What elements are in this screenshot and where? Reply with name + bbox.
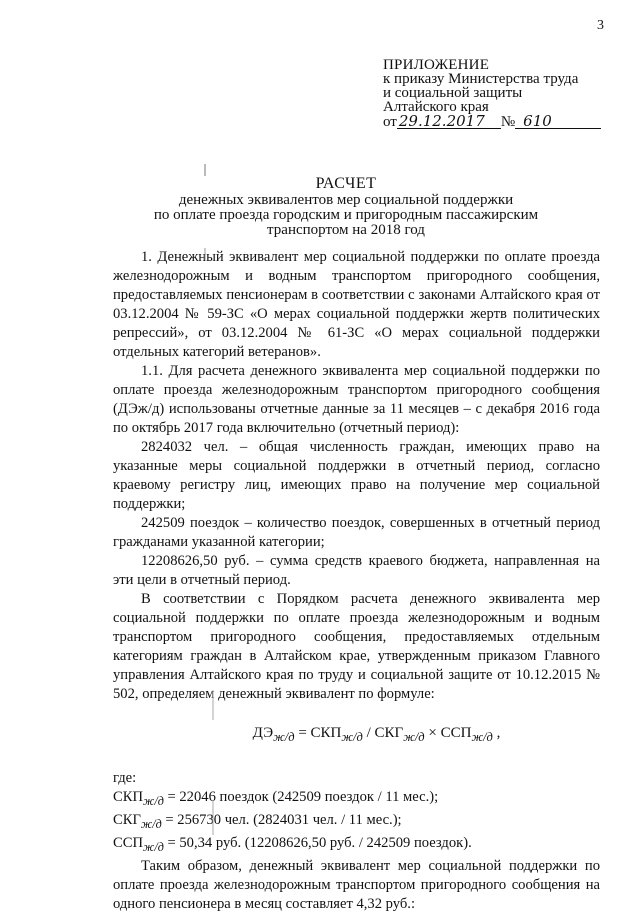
paragraph-trips: 242509 поездок – количество поездок, совершенных в отчетный период гражданами указанной категории; (113, 515, 600, 550)
paragraph-procedure: В соответствии с Порядком расчета денежного эквивалента мер социальной поддержки по оплате проезда железнодорожным и водным транспортом пригородного сообщения, предоставляемых отдельным категориям граждан в Алтайском крае, утвержденным приказом Главного управления Алтайского края по труду и социальной защите от 10.12.2015 № 502, определяем денежный эквивалент по формуле: (113, 591, 600, 702)
def-text: = 256730 чел. (2824031 чел. / 11 мес.); (161, 811, 402, 828)
number-label: № (500, 114, 516, 130)
where-label: где: (113, 770, 137, 786)
def-text: = 50,34 руб. (12208626,50 руб. / 242509 поездок). (163, 834, 472, 851)
handwritten-date: 29.12.2017 (397, 114, 501, 129)
formula-term-3: ССП (440, 725, 472, 741)
paragraph-conclusion: Таким образом, денежный эквивалент мер социальной поддержки по оплате проезда железнодорожным транспортом пригородного сообщения на одного пенсионера в месяц составляет 4,32 руб.: (113, 857, 600, 912)
formula-term-2: СКГ (374, 725, 404, 741)
formula-term-3-sub: ж/д (471, 730, 493, 744)
formula-op-1: / (362, 725, 375, 741)
appendix-title: ПРИЛОЖЕНИЕ (383, 57, 490, 73)
formula-term-1-sub: ж/д (341, 730, 363, 744)
paragraph-1-1: 1.1. Для расчета денежного эквивалента мер социальной поддержки по оплате проезда железнодорожным транспортом пригородного сообщения (ДЭж/д) использованы отчетные данные за 11 месяцев – с декабря 2016 года по октябрь 2017 года включительно (отчетный период): (113, 363, 600, 436)
def-symbol: СКГ (113, 811, 141, 828)
appendix-line: и социальной защиты (383, 85, 523, 101)
def-symbol: СКП (113, 789, 144, 805)
formula-term-1: СКП (310, 725, 342, 741)
heading-line: транспортом на 2018 год (267, 222, 425, 238)
formula-term-2-sub: ж/д (403, 730, 425, 744)
formula (153, 724, 600, 747)
paragraph-population: 2824032 чел. – общая численность граждан, имеющих право на указанные меры социальной поддержки в отчетный период, согласно краевому регистру лиц, имеющих право на получение мер социальной поддержки; (113, 439, 600, 512)
document-heading (96, 176, 596, 238)
paragraph-budget: 12208626,50 руб. – сумма средств краевого бюджета, направленная на эти цели в отчетный период. (113, 553, 600, 588)
heading-line: денежных эквивалентов мер социальной поддержки (178, 192, 514, 208)
formula-op-2: × (424, 725, 441, 741)
appendix-block (383, 58, 608, 129)
formula-lhs: ДЭ (252, 725, 274, 741)
def-sub: ж/д (143, 793, 164, 808)
appendix-line: к приказу Министерства труда (383, 71, 579, 87)
def-sub: ж/д (143, 839, 164, 854)
def-sub: ж/д (140, 816, 162, 831)
def-text: = 22046 поездок (242509 поездок / 11 мес.); (163, 789, 439, 805)
heading-title: РАСЧЕТ (315, 175, 377, 192)
heading-line: по оплате проезда городским и пригородным пассажирским (153, 207, 539, 223)
definition-skg (113, 811, 600, 834)
page-number: 3 (597, 18, 604, 33)
formula-lhs-sub: ж/д (273, 730, 295, 744)
def-symbol: ССП (113, 834, 144, 851)
appendix-date-line (383, 114, 608, 129)
document-body (113, 248, 600, 914)
definition-ssp (113, 834, 600, 857)
paragraph-1: 1. Денежный эквивалент мер социальной поддержки по оплате проезда железнодорожным и водным транспортом пригородного сообщения, предоставляемых пенсионерам в соответствии с законами Алтайского края от 03.12.2004 № 59-ЗС «О мерах социальной поддержки жертв политических репрессий», от 03.12.2004 № 61-ЗС «О мерах социальной поддержки отдельных категорий ветеранов». (113, 249, 600, 360)
definition-skp (113, 788, 600, 811)
formula-tail: , (492, 725, 501, 741)
handwritten-number: 610 (515, 114, 601, 129)
formula-eq: = (294, 725, 311, 741)
from-label: от (383, 114, 397, 130)
appendix-line: Алтайского края (383, 99, 489, 115)
